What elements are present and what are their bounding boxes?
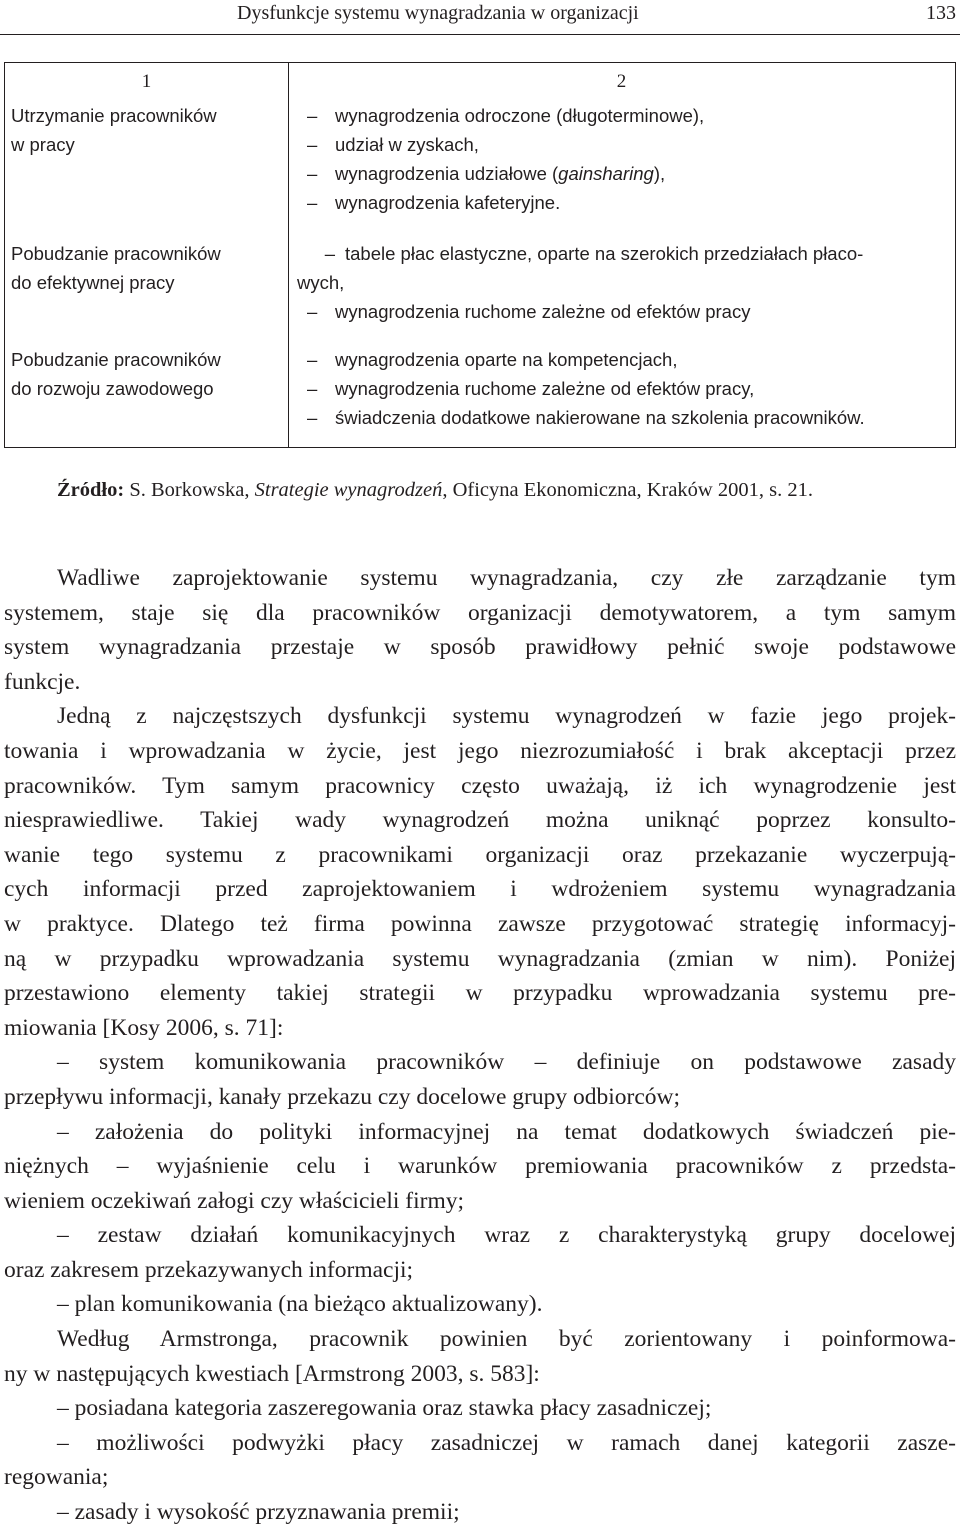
text-line: – posiadana kategoria zaszeregowania oraz stawka płacy zasadniczej; (57, 1395, 712, 1422)
list-item: – wynagrodzenia kafeteryjne. (307, 192, 561, 213)
text-line: oraz zakresem przekazywanych informacji; (4, 1256, 414, 1283)
row-items (307, 345, 947, 432)
list-item: – świadczenia dodatkowe nakierowane na szkolenia pracowników. (307, 407, 865, 428)
list-item-continuation: wych, (297, 272, 345, 293)
text-line: Wadliwe zaprojektowanie systemu wynagradzania, czy złe zarządzanie tym (57, 565, 956, 591)
row-label-line: Pobudzanie pracowników (11, 243, 221, 264)
text-line: miowania [Kosy 2006, s. 71]: (4, 1014, 284, 1041)
text-line: cych informacji przed zaprojektowaniem i wdrożeniem systemu wynagradzania (4, 876, 956, 903)
row-label (11, 345, 281, 403)
row-label-line: do rozwoju zawodowego (11, 378, 214, 399)
text-line: – system komunikowania pracowników – definiuje on podstawowe zasady (57, 1049, 956, 1076)
body-text (4, 561, 956, 1530)
source-title: Strategie wynagrodzeń (254, 479, 443, 501)
row-label-line: w pracy (11, 134, 75, 155)
text-line: – plan komunikowania (na bieżąco aktualizowany). (57, 1291, 543, 1318)
italic-term: gainsharing (558, 163, 654, 184)
source-label: Źródło: (57, 479, 125, 501)
row-items (307, 101, 947, 217)
text-line: – założenia do polityki informacyjnej na temat dodatkowych świadczeń pie- (57, 1118, 956, 1145)
text-line: ną w przypadku wprowadzania systemu wynagradzania (zmian w nim). Poniżej (4, 945, 956, 972)
text-line: – możliwości podwyżki płacy zasadniczej w ramach danej kategorii zasze- (57, 1429, 956, 1456)
text-line: regowania; (4, 1464, 109, 1491)
text-line: niesprawiedliwe. Takiej wady wynagrodzeń można uniknąć poprzez konsulto- (4, 807, 956, 834)
text-line: towania i wprowadzania w życie, jest jego niezrozumiałość i brak akceptacji przez (4, 737, 956, 764)
strategy-table (4, 62, 956, 448)
column-header-1: 1 (141, 71, 152, 92)
text-line: ny w następujących kwestiach [Armstrong 2003, s. 583]: (4, 1360, 540, 1387)
list-item: – tabele płac elastyczne, oparte na szerokich przedziałach płaco- (324, 243, 864, 264)
text-line: Jedną z najczęstszych dysfunkcji systemu wynagrodzeń w fazie jego projek- (57, 703, 956, 730)
text-line: przestawiono elementy takiej strategii w przypadku wprowadzania systemu pre- (4, 980, 956, 1007)
running-header (0, 0, 960, 35)
text-line: system wynagradzania przestaje w sposób prawidłowy pełnić swoje podstawowe (4, 634, 956, 661)
column-header-2: 2 (616, 71, 627, 92)
row-label-line: Pobudzanie pracowników (11, 349, 221, 370)
text-line: wieniem oczekiwań załogi czy właścicieli firmy; (4, 1187, 465, 1214)
list-item: – udział w zyskach, (307, 134, 479, 155)
list-item: – wynagrodzenia oparte na kompetencjach, (307, 349, 678, 370)
text-line: systemem, staje się dla pracowników organizacji demotywatorem, a tym samym (4, 599, 956, 626)
list-item: – wynagrodzenia ruchome zależne od efektów pracy (307, 301, 751, 322)
text-line: Według Armstronga, pracownik powinien być zorientowany i poinformowa- (57, 1326, 956, 1353)
list-item: – wynagrodzenia odroczone (długoterminowe), (307, 105, 705, 126)
running-title: Dysfunkcje systemu wynagradzania w organizacji (237, 2, 639, 24)
text-line: niężnych – wyjaśnienie celu i warunków premiowania pracowników z przedsta- (4, 1153, 956, 1180)
text-line: – zestaw działań komunikacyjnych wraz z charakterystyką grupy docelowej (57, 1222, 956, 1249)
text-line: – zasady i wysokość przyznawania premii; (57, 1499, 460, 1526)
row-label-line: Utrzymanie pracowników (11, 105, 217, 126)
column-divider (288, 63, 289, 447)
source-note: Źródło: S. Borkowska, Strategie wynagrodzeń, Oficyna Ekonomiczna, Kraków 2001, s. 21. (57, 479, 813, 501)
row-label (11, 239, 281, 297)
row-label (11, 101, 281, 159)
list-item: – wynagrodzenia udziałowe (gainsharing), (307, 163, 666, 184)
row-label-line: do efektywnej pracy (11, 272, 175, 293)
list-item: – wynagrodzenia ruchome zależne od efektów pracy, (307, 378, 755, 399)
row-items (297, 239, 947, 326)
text-line: wanie tego systemu z pracownikami organizacji oraz przekazanie wyczerpują- (4, 841, 956, 868)
text-line: funkcje. (4, 668, 81, 695)
text-line: przepływu informacji, kanały przekazu czy docelowe grupy odbiorców; (4, 1083, 681, 1110)
text-line: pracowników. Tym samym pracownicy często uważają, iż ich wynagrodzenie jest (4, 772, 956, 799)
text-line: w praktyce. Dlatego też firma powinna zawsze przygotować strategię informacyj- (4, 910, 956, 937)
page-number: 133 (926, 2, 956, 24)
